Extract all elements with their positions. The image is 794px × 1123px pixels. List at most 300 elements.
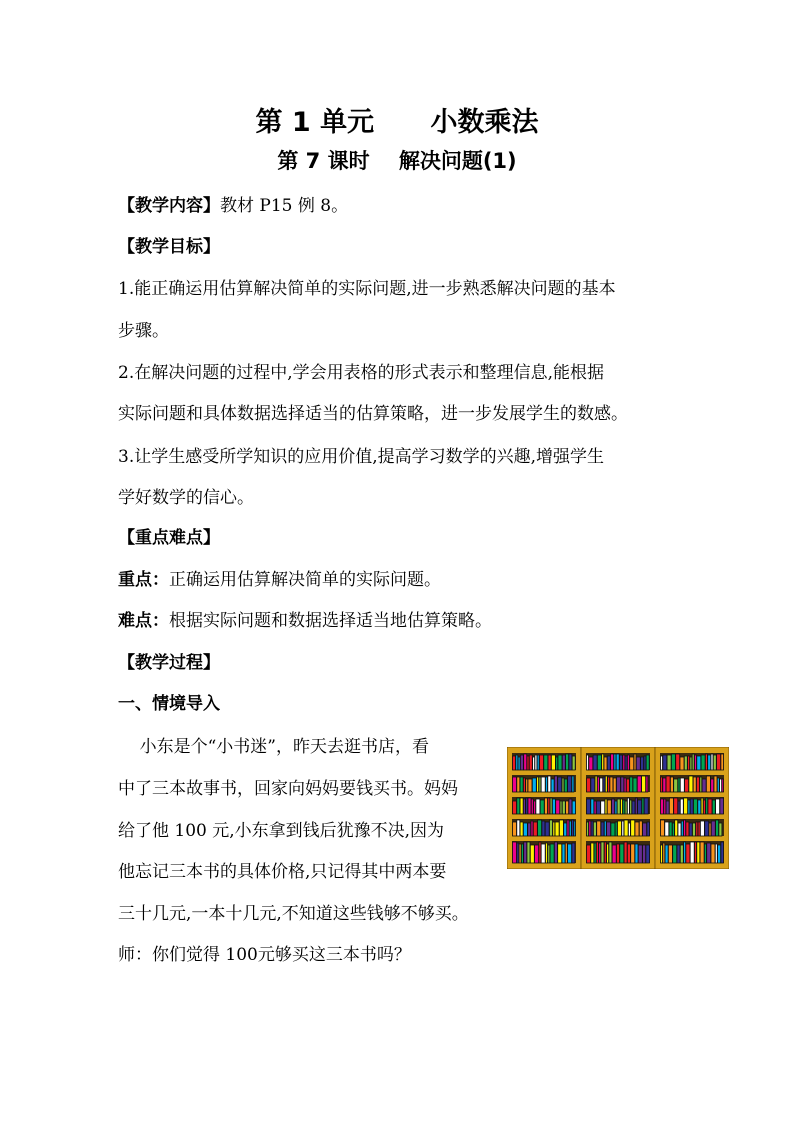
book-spine xyxy=(533,757,535,770)
book-spine xyxy=(690,799,693,814)
book-spine xyxy=(678,801,680,814)
book-spine xyxy=(548,755,551,770)
book-spine xyxy=(528,798,531,814)
book-spine xyxy=(678,823,681,836)
book-spine xyxy=(720,779,722,792)
book-spine xyxy=(613,778,616,792)
book-spine xyxy=(553,822,555,836)
book-spine xyxy=(587,755,589,770)
book-spine xyxy=(535,845,539,863)
book-spine xyxy=(690,842,694,863)
book-spine xyxy=(518,757,520,770)
book-spine xyxy=(616,754,619,770)
book-spine xyxy=(597,755,601,770)
book-spine xyxy=(589,821,591,836)
book-spine xyxy=(554,842,557,863)
book-spine xyxy=(661,777,663,792)
key-text: 正确运用估算解决简单的实际问题。 xyxy=(169,570,441,590)
book-spine xyxy=(700,777,702,792)
book-spine xyxy=(713,755,716,770)
book-spine xyxy=(550,798,552,814)
book-spine xyxy=(541,777,545,792)
book-spine xyxy=(707,843,711,863)
book-spine xyxy=(643,845,646,863)
book-spine xyxy=(545,798,548,814)
book-spine xyxy=(711,844,715,863)
book-spine xyxy=(537,755,539,770)
book-spine xyxy=(566,754,569,770)
book-spine xyxy=(680,799,683,814)
book-spine xyxy=(661,799,664,814)
book-spine xyxy=(572,820,574,836)
book-spine xyxy=(597,821,601,836)
book-spine xyxy=(621,777,624,792)
book-spine xyxy=(558,755,562,770)
book-spine xyxy=(684,756,687,770)
book-spine xyxy=(689,776,693,792)
book-spine xyxy=(617,777,621,792)
book-spine xyxy=(627,798,629,814)
story-line: 他忘记三本书的具体价格,只记得其中两本要 xyxy=(118,862,447,882)
book-spine xyxy=(686,822,689,836)
book-spine xyxy=(698,822,700,836)
book-spine xyxy=(558,777,562,792)
book-spine xyxy=(538,820,542,836)
book-spine xyxy=(601,842,604,863)
book-spine xyxy=(642,776,646,792)
book-spine xyxy=(685,779,689,792)
book-spine xyxy=(536,799,540,814)
book-spine xyxy=(638,845,642,863)
book-spine xyxy=(517,777,520,792)
book-spine xyxy=(562,844,565,863)
book-spine xyxy=(695,755,697,770)
book-spine xyxy=(527,842,530,863)
book-spine xyxy=(633,778,637,792)
book-spine xyxy=(665,822,669,836)
book-spine xyxy=(599,843,601,863)
book-spine xyxy=(587,778,591,792)
objective-line: 步骤。 xyxy=(118,321,169,341)
teaching-content-text: 教材 P15 例 8。 xyxy=(220,196,349,216)
book-spine xyxy=(572,843,575,863)
book-spine xyxy=(524,754,527,770)
book-spine xyxy=(527,756,529,770)
book-spine xyxy=(661,845,663,863)
book-spine xyxy=(567,820,569,836)
teacher-question: 师：你们觉得 100元够买这三本书吗？ xyxy=(118,945,411,965)
book-spine xyxy=(630,777,633,792)
book-spine xyxy=(661,756,663,770)
book-spine xyxy=(517,798,520,814)
book-spine xyxy=(706,798,708,814)
story-line: 小东是个“小书迷”，昨天去逛书店，看 xyxy=(118,737,429,757)
book-spine xyxy=(617,799,620,814)
book-spine xyxy=(628,823,630,836)
book-spine xyxy=(697,756,701,770)
book-spine xyxy=(665,845,668,863)
book-spine xyxy=(539,842,541,863)
book-spine xyxy=(721,842,724,863)
book-spine xyxy=(715,844,717,863)
book-spine xyxy=(642,798,644,814)
book-spine xyxy=(610,777,613,792)
book-spine xyxy=(625,756,627,770)
book-spine xyxy=(631,844,635,863)
book-spine xyxy=(591,799,594,814)
book-spine xyxy=(520,755,523,770)
book-spine xyxy=(681,821,683,836)
book-spine xyxy=(669,822,672,836)
book-spine xyxy=(544,755,548,770)
book-spine xyxy=(663,778,666,792)
book-spine xyxy=(677,845,680,863)
book-spine xyxy=(695,842,697,863)
objective-line: 学好数学的信心。 xyxy=(118,488,254,508)
book-spine xyxy=(556,757,558,770)
book-spine xyxy=(552,799,555,814)
book-spine xyxy=(708,799,712,814)
book-spine xyxy=(676,754,680,770)
book-spine xyxy=(668,845,672,863)
difficulty-line xyxy=(118,610,492,632)
book-spine xyxy=(523,778,525,792)
book-spine xyxy=(624,820,628,836)
objectives-heading: 【教学目标】 xyxy=(118,237,220,257)
book-spine xyxy=(625,801,627,814)
book-spine xyxy=(632,801,635,814)
book-spine xyxy=(669,798,673,814)
book-spine xyxy=(696,822,698,836)
book-spine xyxy=(634,754,636,770)
book-spine xyxy=(568,844,572,863)
book-spine xyxy=(600,778,603,792)
book-spine xyxy=(630,757,634,770)
book-spine xyxy=(574,821,576,836)
book-spine xyxy=(572,801,575,814)
book-spine xyxy=(569,799,572,814)
book-spine xyxy=(568,776,572,792)
book-spine xyxy=(534,801,536,814)
book-spine xyxy=(589,757,593,770)
book-spine xyxy=(604,821,606,836)
book-spine xyxy=(635,822,639,836)
book-spine xyxy=(602,754,604,770)
book-spine xyxy=(644,756,646,770)
book-spine xyxy=(704,844,706,863)
book-spine xyxy=(603,777,605,792)
book-spine xyxy=(513,822,517,836)
book-spine xyxy=(587,845,591,863)
book-spine xyxy=(566,801,569,814)
book-spine xyxy=(531,821,533,836)
book-spine xyxy=(638,800,642,814)
book-spine xyxy=(605,799,607,814)
difficulty-text: 根据实际问题和数据选择适当地估算策略。 xyxy=(169,611,492,631)
book-spine xyxy=(718,845,721,863)
book-spine xyxy=(611,754,614,770)
book-spine xyxy=(620,755,623,770)
book-spine xyxy=(705,821,709,836)
book-spine xyxy=(712,800,715,814)
book-spine xyxy=(674,779,678,792)
book-spine xyxy=(523,823,527,836)
book-spine xyxy=(692,754,694,770)
book-spine xyxy=(604,842,606,863)
book-spine xyxy=(680,757,684,770)
book-spine xyxy=(591,843,594,863)
book-spine xyxy=(694,799,698,814)
book-spine xyxy=(609,842,612,863)
book-spine xyxy=(539,777,541,792)
book-spine xyxy=(545,822,549,836)
book-spine xyxy=(700,842,704,863)
book-spine xyxy=(690,757,692,770)
book-spine xyxy=(532,778,536,792)
objective-line: 1.能正确运用估算解决简单的实际问题,进一步熟悉解决问题的基本 xyxy=(118,279,616,299)
book-spine xyxy=(565,843,567,863)
book-spine xyxy=(551,755,555,770)
book-spine xyxy=(554,776,557,792)
book-spine xyxy=(721,754,724,770)
book-spine xyxy=(641,757,644,770)
book-spine xyxy=(612,799,615,814)
book-spine xyxy=(608,777,610,792)
key-points-heading: 【重点难点】 xyxy=(118,528,220,548)
book-spine xyxy=(548,845,550,863)
book-spine xyxy=(513,756,516,770)
book-spine xyxy=(647,822,650,836)
book-spine xyxy=(595,776,597,792)
book-spine xyxy=(521,844,523,863)
book-spine xyxy=(663,843,665,863)
book-spine xyxy=(519,844,521,863)
book-spine xyxy=(703,800,705,814)
book-spine xyxy=(663,755,667,770)
book-spine xyxy=(542,821,545,836)
book-spine xyxy=(706,776,710,792)
book-spine xyxy=(689,823,692,836)
book-spine xyxy=(528,779,532,792)
book-spine xyxy=(520,777,523,792)
book-spine xyxy=(705,754,707,770)
book-spine xyxy=(607,800,611,814)
process-heading: 【教学过程】 xyxy=(118,653,220,673)
book-spine xyxy=(569,754,572,770)
objective-line: 实际问题和具体数据选择适当的估算策略，进一步发展学生的数感。 xyxy=(118,404,628,424)
book-spine xyxy=(540,800,544,814)
book-spine xyxy=(516,755,518,770)
book-spine xyxy=(559,820,563,836)
book-spine xyxy=(697,842,700,863)
book-spine xyxy=(593,822,596,836)
book-spine xyxy=(523,799,525,814)
book-spine xyxy=(698,800,701,814)
book-spine xyxy=(528,823,531,836)
book-spine xyxy=(667,755,671,770)
book-spine xyxy=(717,754,721,770)
book-spine xyxy=(540,755,544,770)
book-spine xyxy=(551,779,554,792)
bookshelf-icon xyxy=(507,747,729,869)
book-spine xyxy=(550,820,553,836)
book-spine xyxy=(555,822,559,836)
book-spine xyxy=(615,801,617,814)
book-spine xyxy=(666,801,669,814)
book-spine xyxy=(708,755,711,770)
book-spine xyxy=(520,798,523,814)
book-spine xyxy=(605,776,607,792)
book-spine xyxy=(548,798,550,814)
book-spine xyxy=(688,800,690,814)
book-spine xyxy=(722,779,724,792)
book-spine xyxy=(671,754,675,770)
book-spine xyxy=(635,844,638,863)
book-spine xyxy=(631,820,635,836)
book-spine xyxy=(587,822,589,836)
book-spine xyxy=(596,842,598,863)
book-spine xyxy=(513,842,517,863)
book-spine xyxy=(607,844,609,863)
book-spine xyxy=(562,801,565,814)
book-spine xyxy=(562,778,564,792)
book-spine xyxy=(531,799,533,814)
book-spine xyxy=(530,845,534,863)
book-spine xyxy=(684,798,688,814)
book-spine xyxy=(714,776,717,792)
book-spine xyxy=(533,822,537,836)
book-spine xyxy=(680,778,684,792)
book-spine xyxy=(624,842,627,863)
book-spine xyxy=(701,798,703,814)
book-spine xyxy=(572,756,575,770)
book-spine xyxy=(693,777,696,792)
book-spine xyxy=(643,823,647,836)
unit-title: 第 1 单元 小数乘法 xyxy=(255,107,539,138)
book-spine xyxy=(637,776,641,792)
book-spine xyxy=(520,822,523,836)
book-spine xyxy=(644,798,648,814)
book-spine xyxy=(526,798,528,814)
book-spine xyxy=(548,776,551,792)
book-spine xyxy=(716,820,719,836)
book-spine xyxy=(596,801,600,814)
book-spine xyxy=(526,779,528,792)
book-spine xyxy=(513,777,517,792)
book-spine xyxy=(560,801,562,814)
book-spine xyxy=(709,823,711,836)
book-spine xyxy=(537,777,539,792)
objective-line: 3.让学生感受所学知识的应用价值,提高学习数学的兴趣,增强学生 xyxy=(118,447,605,467)
book-spine xyxy=(627,844,630,863)
book-spine xyxy=(693,823,696,836)
book-spine xyxy=(711,754,713,770)
book-spine xyxy=(678,778,680,792)
book-spine xyxy=(612,845,616,863)
book-spine xyxy=(569,821,571,836)
book-spine xyxy=(594,801,596,814)
book-spine xyxy=(535,755,537,770)
book-spine xyxy=(617,844,620,863)
story-line: 三十几元,一本十几元,不知道这些钱够不够买。 xyxy=(118,904,469,924)
book-spine xyxy=(664,799,666,814)
book-spine xyxy=(529,755,532,770)
book-spine xyxy=(524,842,527,863)
book-spine xyxy=(614,754,616,770)
teaching-content-line xyxy=(118,195,348,217)
book-spine xyxy=(673,845,677,863)
story-line: 中了三本故事书，回家向妈妈要钱买书。妈妈 xyxy=(118,779,458,799)
book-spine xyxy=(620,844,624,863)
book-spine xyxy=(572,776,574,792)
book-spine xyxy=(624,778,626,792)
book-spine xyxy=(564,779,567,792)
book-spine xyxy=(601,801,605,814)
book-spine xyxy=(700,821,704,836)
book-spine xyxy=(646,845,650,863)
book-spine xyxy=(594,843,596,863)
book-spine xyxy=(601,822,604,836)
book-spine xyxy=(513,801,517,814)
book-spine xyxy=(558,844,562,863)
book-spine xyxy=(597,777,599,792)
book-spine xyxy=(615,822,617,836)
book-spine xyxy=(546,777,548,792)
book-spine xyxy=(622,821,624,836)
book-spine xyxy=(686,844,690,863)
book-spine xyxy=(591,821,593,836)
objective-line: 2.在解决问题的过程中,学会用表格的形式表示和整理信息,能根据 xyxy=(118,363,605,383)
book-spine xyxy=(517,820,520,836)
book-spine xyxy=(623,755,625,770)
book-spine xyxy=(639,821,642,836)
book-spine xyxy=(556,800,560,814)
difficulty-label: 难点： xyxy=(118,611,169,631)
book-spine xyxy=(684,820,686,836)
book-spine xyxy=(541,844,545,863)
book-spine xyxy=(517,843,519,863)
book-spine xyxy=(670,777,673,792)
book-spine xyxy=(675,820,678,836)
book-spine xyxy=(702,779,706,792)
book-spine xyxy=(630,800,632,814)
book-spine xyxy=(661,820,665,836)
book-spine xyxy=(674,798,678,814)
book-spine xyxy=(636,757,640,770)
book-spine xyxy=(562,755,565,770)
book-spine xyxy=(711,779,714,792)
book-spine xyxy=(587,799,591,814)
book-spine xyxy=(593,755,597,770)
book-spine xyxy=(626,779,629,792)
book-spine xyxy=(607,822,611,836)
key-label: 重点： xyxy=(118,570,169,590)
book-spine xyxy=(546,843,548,863)
book-spine xyxy=(720,798,724,814)
book-spine xyxy=(717,778,719,792)
book-spine xyxy=(684,842,686,863)
book-spine xyxy=(550,844,554,863)
book-spine xyxy=(697,777,700,792)
book-spine xyxy=(564,823,567,836)
book-spine xyxy=(604,757,607,770)
book-spine xyxy=(618,821,622,836)
book-spine xyxy=(711,821,715,836)
book-spine xyxy=(621,799,623,814)
story-line: 给了他 100 元,小东拿到钱后犹豫不决,因为 xyxy=(118,821,445,841)
section-heading: 一、情境导入 xyxy=(118,694,220,714)
book-spine xyxy=(716,799,720,814)
